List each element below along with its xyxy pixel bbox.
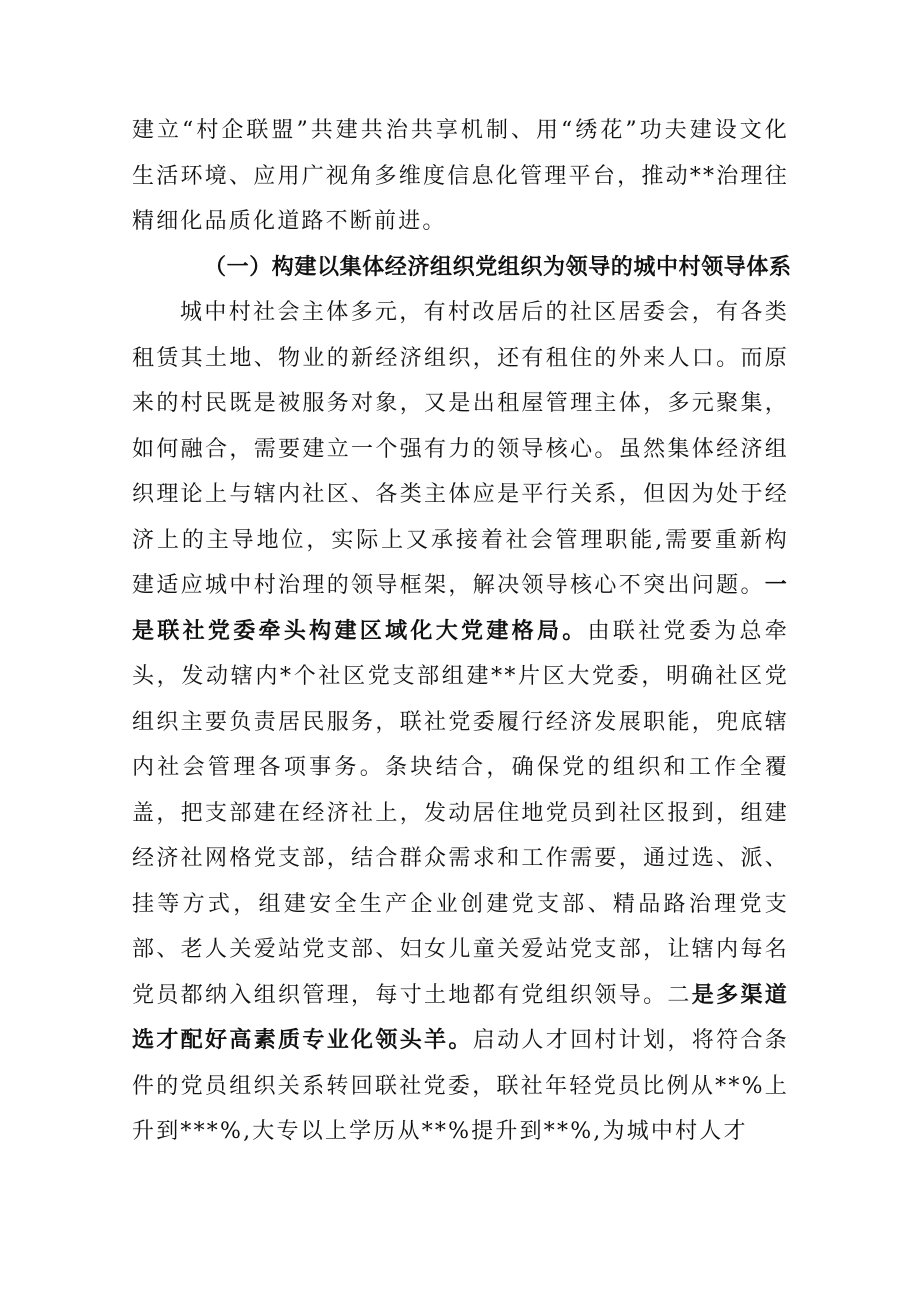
bold-point-2: 是多渠道选才配好高素质专业化领头羊。 bbox=[132, 981, 789, 1053]
document-page bbox=[132, 108, 792, 1155]
bold-point-1: 一是联社党委牵头构建区域化大党建格局。 bbox=[132, 572, 789, 644]
intro-paragraph: 建立“村企联盟”共建共治共享机制、用“绣花”功夫建设文化生活环境、应用广视角多维度信息化管理平台，推动**治理往精细化品质化道路不断前进。 bbox=[132, 118, 789, 234]
body-text-part-1: 城中村社会主体多元，有村改居后的社区居委会，有各类租赁其土地、物业的新经济组织，还有租住的外来人口。而原来的村民既是被服务对象，又是出租屋管理主体，多元聚集，如何融合，需要建立一个强有力的领导核心。虽然集体经济组织理论上与辖内社区、各类主体应是平行关系，但因为处于经济上的主导地位，实际上又承接着社会管理职能,需要重新构建适应城中村治理的领导框架，解决领导核心不突出问题。 bbox=[132, 300, 789, 598]
body-text-part-3: 启动人才回村计划，将符合条件的党员组织关系转回联社党委，联社年轻党员比例从**%上升到***%,大专以上学历从**%提升到**%,为城中村人才 bbox=[132, 1028, 789, 1144]
body-text-part-2: 由联社党委为总牵头，发动辖内*个社区党支部组建**片区大党委，明确社区党组织主要负责居民服务，联社党委履行经济发展职能，兜底辖内社会管理各项事务。条块结合，确保党的组织和工作全覆盖，把支部建在经济社上，发动居住地党员到社区报到，组建经济社网格党支部，结合群众需求和工作需要，通过选、派、挂等方式，组建安全生产企业创建党支部、精品路治理党支部、老人关爱站党支部、妇女儿童关爱站党支部，让辖内每名党员都纳入组织管理，每寸土地都有党组织领导。二 bbox=[132, 618, 789, 1008]
body-paragraph bbox=[132, 290, 789, 1155]
section-heading: （一）构建以集体经济组织党组织为领导的城中村领导体系 bbox=[204, 253, 792, 280]
